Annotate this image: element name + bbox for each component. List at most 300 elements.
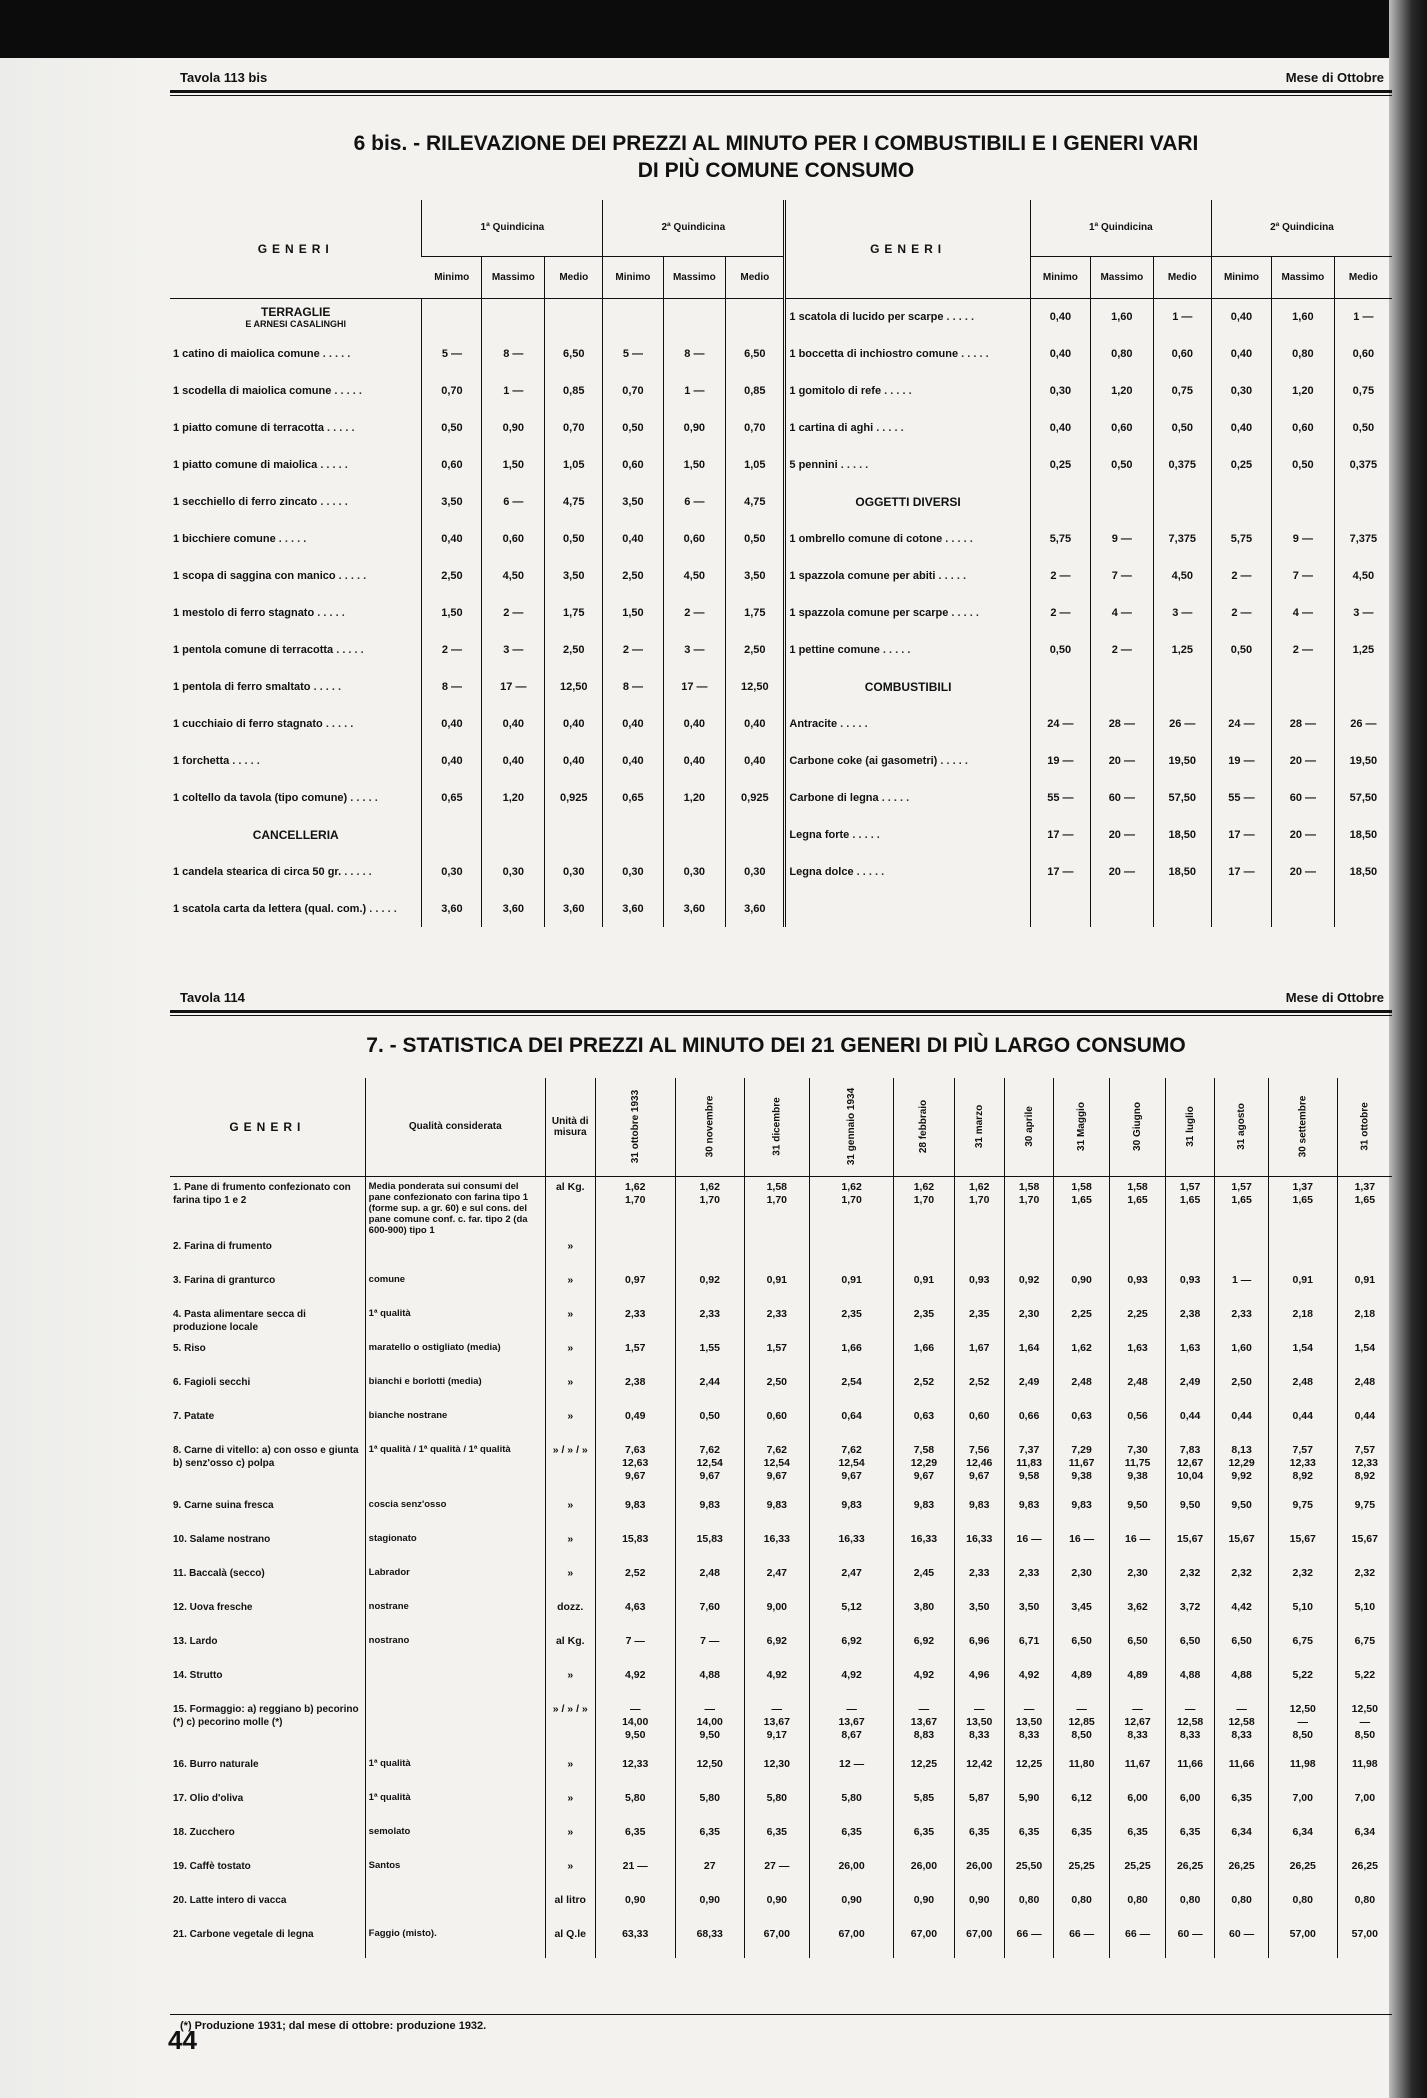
price-value: 6,35 bbox=[1071, 1825, 1092, 1838]
col-date-3 bbox=[809, 1078, 893, 1176]
empty-cell bbox=[1272, 890, 1335, 927]
price-value: 12,50 bbox=[1289, 1702, 1316, 1715]
price-cell bbox=[675, 1822, 744, 1856]
price-value: 7 — bbox=[700, 1634, 720, 1647]
price-value: 68,33 bbox=[696, 1927, 723, 1940]
price-cell bbox=[744, 1529, 809, 1563]
price-value: — bbox=[974, 1702, 985, 1715]
qualita-cell: Media ponderata sui consumi del pane confezionato con farina tipo 1 (forme sup. a gr. 60) e sul cons. del pane comune conf. c. far. tipo 2 (da 600-900) tipo 1 bbox=[365, 1176, 545, 1236]
price-cell: 0,40 bbox=[1030, 298, 1090, 335]
price-cell bbox=[1004, 1890, 1053, 1924]
price-cell bbox=[1337, 1440, 1392, 1495]
price-value: 9,83 bbox=[624, 1498, 646, 1511]
price-value: 6,50 bbox=[1231, 1634, 1252, 1647]
price-cell bbox=[1110, 1597, 1166, 1631]
price-cell bbox=[809, 1856, 893, 1890]
price-value: 16 — bbox=[1069, 1532, 1095, 1545]
unita-cell: al Kg. bbox=[545, 1176, 595, 1236]
dot-leader: . . . . . bbox=[958, 347, 989, 360]
price-cell bbox=[894, 1406, 954, 1440]
price-cell bbox=[1110, 1406, 1166, 1440]
price-cell bbox=[954, 1440, 1004, 1495]
date-label: 31 ottobre bbox=[1359, 1102, 1371, 1151]
price-cell bbox=[675, 1856, 744, 1890]
price-cell: 0,30 bbox=[603, 853, 663, 890]
dot-leader: . . . . . bbox=[937, 754, 968, 767]
price-value: 5,87 bbox=[969, 1791, 990, 1804]
price-cell bbox=[1337, 1754, 1392, 1788]
price-cell: 0,40 bbox=[422, 742, 482, 779]
price-value: 9,75 bbox=[1354, 1498, 1376, 1511]
price-value: 10,04 bbox=[1176, 1469, 1204, 1482]
price-cell: 9 — bbox=[1272, 520, 1335, 557]
price-value: 8,33 bbox=[1179, 1728, 1201, 1741]
price-value: 2,48 bbox=[699, 1566, 720, 1579]
price-cell: 4,50 bbox=[1153, 557, 1211, 594]
price-cell bbox=[954, 1338, 1004, 1372]
price-value: 2,32 bbox=[1354, 1566, 1376, 1579]
price-value: 2,18 bbox=[1354, 1307, 1376, 1320]
date-label: 31 Maggio bbox=[1076, 1102, 1088, 1152]
price-value: 11,67 bbox=[1124, 1757, 1151, 1770]
price-cell: 0,60 bbox=[422, 446, 482, 483]
qualita-cell: bianche nostrane bbox=[365, 1406, 545, 1440]
price-value: 0,56 bbox=[1127, 1409, 1148, 1422]
genere-label: 18. Zucchero bbox=[173, 1826, 235, 1838]
price-cell bbox=[1337, 1270, 1392, 1304]
price-value: 0,64 bbox=[841, 1409, 862, 1422]
price-cell bbox=[744, 1406, 809, 1440]
header-rule-2 bbox=[170, 1010, 1392, 1013]
price-value: 11,66 bbox=[1228, 1757, 1255, 1770]
item-label: 1 piatto comune di maiolica bbox=[173, 458, 318, 471]
price-cell: 9 — bbox=[1090, 520, 1153, 557]
qualita-cell: maratello o ostigliato (media) bbox=[365, 1338, 545, 1372]
price-value: 2,38 bbox=[1179, 1307, 1201, 1320]
col-date-6 bbox=[1004, 1078, 1053, 1176]
genere-name bbox=[170, 1631, 365, 1665]
genere-label: 6. Fagioli secchi bbox=[173, 1376, 251, 1388]
price-cell: 0,375 bbox=[1334, 446, 1392, 483]
price-cell: 18,50 bbox=[1153, 816, 1211, 853]
unita-cell: » bbox=[545, 1406, 595, 1440]
price-cell bbox=[954, 1495, 1004, 1529]
price-value: 2,50 bbox=[766, 1375, 787, 1388]
price-cell bbox=[1337, 1406, 1392, 1440]
price-cell bbox=[954, 1563, 1004, 1597]
price-value: 2,47 bbox=[841, 1566, 862, 1579]
price-value: 1,70 bbox=[969, 1193, 990, 1206]
unita-cell: » bbox=[545, 1822, 595, 1856]
price-cell bbox=[954, 1822, 1004, 1856]
price-value: 0,93 bbox=[969, 1273, 990, 1286]
price-cell bbox=[675, 1665, 744, 1699]
price-cell: 18,50 bbox=[1334, 853, 1392, 890]
price-cell bbox=[809, 1788, 893, 1822]
price-cell: 0,80 bbox=[1090, 335, 1153, 372]
item-label: 1 forchetta bbox=[173, 754, 230, 767]
price-value: 6,34 bbox=[1354, 1825, 1376, 1838]
price-value: 9,83 bbox=[699, 1498, 720, 1511]
price-cell: 55 — bbox=[1211, 779, 1271, 816]
price-cell bbox=[1166, 1788, 1215, 1822]
item-name bbox=[785, 631, 1030, 668]
price-cell: 0,50 bbox=[1334, 409, 1392, 446]
price-cell bbox=[595, 1890, 675, 1924]
price-cell: 8 — bbox=[482, 335, 545, 372]
dot-leader: . . . . . bbox=[943, 310, 975, 323]
genere-label: 15. Formaggio: a) reggiano b) pecorino (*) c) pecorino molle (*) bbox=[173, 1703, 359, 1728]
price-value: 2,32 bbox=[1179, 1566, 1201, 1579]
price-cell bbox=[1110, 1495, 1166, 1529]
price-cell bbox=[809, 1176, 893, 1236]
section-title: OGGETTI DIVERSI bbox=[855, 494, 961, 509]
price-cell: 3 — bbox=[1153, 594, 1211, 631]
price-cell bbox=[1268, 1856, 1337, 1890]
price-value: 2,44 bbox=[699, 1375, 720, 1388]
price-cell: 2,50 bbox=[545, 631, 603, 668]
price-cell bbox=[1004, 1406, 1053, 1440]
genere-name bbox=[170, 1563, 365, 1597]
table-row bbox=[170, 483, 1392, 520]
price-value: 9,67 bbox=[699, 1469, 720, 1482]
price-cell bbox=[1110, 1754, 1166, 1788]
price-cell bbox=[1004, 1338, 1053, 1372]
price-cell: 0,40 bbox=[422, 520, 482, 557]
price-cell bbox=[894, 1822, 954, 1856]
price-cell: 17 — bbox=[1030, 816, 1090, 853]
price-value: 1,70 bbox=[841, 1193, 862, 1206]
table-row bbox=[170, 1495, 1392, 1529]
subcol-right-2: Medio bbox=[1153, 256, 1211, 298]
price-cell bbox=[894, 1270, 954, 1304]
empty-cell bbox=[1211, 890, 1271, 927]
dot-leader: . . . . . bbox=[873, 421, 904, 434]
price-cell bbox=[1268, 1338, 1337, 1372]
price-value: 12,54 bbox=[696, 1456, 723, 1469]
price-cell: 24 — bbox=[1030, 705, 1090, 742]
table-row bbox=[170, 594, 1392, 631]
price-value: 1 — bbox=[1231, 1273, 1252, 1286]
price-cell bbox=[1166, 1372, 1215, 1406]
item-name bbox=[170, 520, 422, 557]
table-6bis bbox=[170, 200, 1392, 927]
price-value: 0,90 bbox=[1071, 1273, 1092, 1286]
price-cell: 0,30 bbox=[663, 853, 726, 890]
table-row bbox=[170, 1665, 1392, 1699]
price-value: 2,48 bbox=[1127, 1375, 1148, 1388]
price-value: 2,33 bbox=[624, 1307, 646, 1320]
genere-name bbox=[170, 1176, 365, 1236]
price-value: 6,00 bbox=[1127, 1791, 1148, 1804]
price-value: 2,48 bbox=[1292, 1375, 1313, 1388]
col-quindicina1-left: 1ª Quindicina bbox=[422, 200, 603, 256]
genere-label: 9. Carne suina fresca bbox=[173, 1499, 274, 1511]
price-cell bbox=[1054, 1699, 1110, 1754]
price-cell bbox=[595, 1563, 675, 1597]
price-cell: 0,30 bbox=[1211, 372, 1271, 409]
empty-cell bbox=[1153, 483, 1211, 520]
table-row bbox=[170, 1304, 1392, 1338]
date-label: 30 aprile bbox=[1023, 1106, 1035, 1148]
unita-cell: » bbox=[545, 1665, 595, 1699]
table6-title-line2: DI PIÙ COMUNE CONSUMO bbox=[637, 159, 915, 182]
item-name bbox=[785, 372, 1030, 409]
price-value: 1,63 bbox=[1127, 1341, 1148, 1354]
price-cell bbox=[1268, 1563, 1337, 1597]
table-row bbox=[170, 1856, 1392, 1890]
empty-cell bbox=[1090, 483, 1153, 520]
price-cell: 19 — bbox=[1211, 742, 1271, 779]
table-7 bbox=[170, 1078, 1392, 1958]
genere-name bbox=[170, 1440, 365, 1495]
col-date-9 bbox=[1166, 1078, 1215, 1176]
price-cell: 57,50 bbox=[1334, 779, 1392, 816]
price-cell bbox=[675, 1890, 744, 1924]
genere-label: 7. Patate bbox=[173, 1410, 215, 1422]
price-cell bbox=[1215, 1236, 1269, 1270]
price-value: 13,67 bbox=[763, 1715, 790, 1728]
tavola-label: Tavola 113 bis bbox=[180, 70, 268, 85]
price-value: 4,89 bbox=[1127, 1668, 1148, 1681]
price-cell: 4,75 bbox=[545, 483, 603, 520]
price-cell bbox=[744, 1754, 809, 1788]
price-cell: 0,25 bbox=[1211, 446, 1271, 483]
genere-label: 1. Pane di frumento confezionato con farina tipo 1 e 2 bbox=[173, 1181, 351, 1206]
price-value: — bbox=[704, 1702, 715, 1715]
section-heading bbox=[170, 298, 422, 335]
price-value: 1,66 bbox=[913, 1341, 935, 1354]
price-cell bbox=[1166, 1699, 1215, 1754]
price-value: 5,10 bbox=[1292, 1600, 1313, 1613]
price-cell: 0,925 bbox=[545, 779, 603, 816]
table-row bbox=[170, 1890, 1392, 1924]
footnote-rule bbox=[170, 2014, 1392, 2015]
price-value: 6,50 bbox=[1179, 1634, 1201, 1647]
price-cell: 0,40 bbox=[726, 705, 785, 742]
price-value: 15,67 bbox=[1176, 1532, 1204, 1545]
unita-cell: » / » / » bbox=[545, 1440, 595, 1495]
dot-leader: . . . . . bbox=[317, 458, 348, 471]
price-value: 9,92 bbox=[1231, 1469, 1252, 1482]
empty-cell bbox=[1153, 668, 1211, 705]
price-cell: 24 — bbox=[1211, 705, 1271, 742]
dot-leader: . . . . . bbox=[878, 791, 910, 804]
subcol-left-1: Massimo bbox=[482, 256, 545, 298]
qualita-cell: stagionato bbox=[365, 1529, 545, 1563]
price-cell: 4 — bbox=[1090, 594, 1153, 631]
price-value: 1,65 bbox=[1071, 1193, 1092, 1206]
qualita-cell: comune bbox=[365, 1270, 545, 1304]
empty-cell bbox=[1334, 483, 1392, 520]
price-cell bbox=[1337, 1597, 1392, 1631]
price-value: 1,58 bbox=[1018, 1180, 1040, 1193]
price-value: 1,55 bbox=[699, 1341, 720, 1354]
item-label: 1 cartina di aghi bbox=[789, 421, 874, 434]
price-cell: 12,50 bbox=[726, 668, 785, 705]
empty-cell bbox=[1030, 483, 1090, 520]
price-value: 2,33 bbox=[1231, 1307, 1252, 1320]
price-value: 0,91 bbox=[1292, 1273, 1313, 1286]
price-cell: 0,40 bbox=[1211, 335, 1271, 372]
price-cell bbox=[675, 1631, 744, 1665]
price-value: 14,00 bbox=[622, 1715, 649, 1728]
dot-leader: . . . . . bbox=[853, 865, 885, 878]
unita-cell: » / » / » bbox=[545, 1699, 595, 1754]
qualita-cell: coscia senz'osso bbox=[365, 1495, 545, 1529]
price-cell bbox=[1337, 1822, 1392, 1856]
price-cell bbox=[1054, 1440, 1110, 1495]
item-name bbox=[785, 409, 1030, 446]
price-cell bbox=[954, 1597, 1004, 1631]
qualita-cell bbox=[365, 1699, 545, 1754]
price-value: 4,88 bbox=[699, 1668, 720, 1681]
price-value: 67,00 bbox=[763, 1927, 790, 1940]
price-value: 7,30 bbox=[1127, 1443, 1148, 1456]
genere-name bbox=[170, 1665, 365, 1699]
empty-cell bbox=[482, 298, 545, 335]
price-value: 0,44 bbox=[1231, 1409, 1252, 1422]
item-name bbox=[785, 705, 1030, 742]
qualita-cell: 1ª qualità bbox=[365, 1788, 545, 1822]
unita-cell: » bbox=[545, 1856, 595, 1890]
empty-cell bbox=[1211, 668, 1271, 705]
price-value: 0,80 bbox=[1018, 1893, 1040, 1906]
price-value: 6,35 bbox=[1018, 1825, 1040, 1838]
price-value: — bbox=[1076, 1702, 1087, 1715]
price-cell bbox=[1054, 1372, 1110, 1406]
qualita-cell: bianchi e borlotti (media) bbox=[365, 1372, 545, 1406]
price-cell bbox=[1054, 1754, 1110, 1788]
price-value: 12,58 bbox=[1228, 1715, 1255, 1728]
price-cell bbox=[1054, 1270, 1110, 1304]
document-page bbox=[160, 60, 1392, 2060]
price-value: 12,67 bbox=[1176, 1456, 1204, 1469]
item-name bbox=[170, 483, 422, 520]
price-cell: 3 — bbox=[1334, 594, 1392, 631]
table-row bbox=[170, 1788, 1392, 1822]
price-value: 67,00 bbox=[910, 1927, 938, 1940]
price-cell bbox=[1004, 1529, 1053, 1563]
genere-label: 11. Baccalà (secco) bbox=[173, 1567, 265, 1579]
price-cell bbox=[1215, 1304, 1269, 1338]
col-generi-left: GENERI bbox=[170, 200, 422, 298]
price-cell: 0,30 bbox=[482, 853, 545, 890]
mese-label-2: Mese di Ottobre bbox=[1285, 990, 1384, 1005]
price-cell bbox=[1337, 1699, 1392, 1754]
price-cell bbox=[1268, 1822, 1337, 1856]
empty-cell bbox=[1090, 890, 1153, 927]
price-value: 27 bbox=[703, 1859, 716, 1872]
price-cell bbox=[744, 1890, 809, 1924]
price-cell bbox=[1268, 1665, 1337, 1699]
price-cell: 0,40 bbox=[663, 742, 726, 779]
price-value: 5,22 bbox=[1354, 1668, 1376, 1681]
price-cell bbox=[1054, 1176, 1110, 1236]
item-name bbox=[170, 705, 422, 742]
price-value: 12,25 bbox=[910, 1757, 938, 1770]
price-cell bbox=[1054, 1597, 1110, 1631]
price-value: 1,37 bbox=[1354, 1180, 1376, 1193]
genere-name bbox=[170, 1597, 365, 1631]
price-value: 2,30 bbox=[1071, 1566, 1092, 1579]
item-label: 1 candela stearica di circa 50 gr. bbox=[173, 865, 342, 878]
price-cell bbox=[894, 1597, 954, 1631]
date-label: 30 novembre bbox=[704, 1095, 716, 1158]
price-cell: 2 — bbox=[663, 594, 726, 631]
table7-title: 7. - STATISTICA DEI PREZZI AL MINUTO DEI 21 GENERI DI PIÙ LARGO CONSUMO bbox=[366, 1034, 1186, 1057]
price-value: 11,75 bbox=[1124, 1456, 1151, 1469]
dot-leader: . . . . . bbox=[948, 606, 979, 619]
table-row bbox=[170, 1563, 1392, 1597]
price-value: 12,85 bbox=[1068, 1715, 1095, 1728]
price-cell bbox=[675, 1563, 744, 1597]
price-cell bbox=[1054, 1665, 1110, 1699]
price-cell bbox=[1166, 1563, 1215, 1597]
price-cell bbox=[595, 1856, 675, 1890]
item-label: 1 piatto comune di terracotta bbox=[173, 421, 324, 434]
price-cell bbox=[1166, 1236, 1215, 1270]
price-cell bbox=[1166, 1754, 1215, 1788]
dot-leader: . . . . . bbox=[347, 791, 378, 804]
price-cell bbox=[1337, 1924, 1392, 1958]
genere-name bbox=[170, 1856, 365, 1890]
price-cell: 6,50 bbox=[726, 335, 785, 372]
price-value: 12,50 bbox=[1351, 1702, 1378, 1715]
price-value: 9,83 bbox=[1071, 1498, 1092, 1511]
price-value: 5,90 bbox=[1018, 1791, 1040, 1804]
price-value: 0,63 bbox=[913, 1409, 935, 1422]
price-cell bbox=[1215, 1822, 1269, 1856]
item-label: 1 scatola di lucido per scarpe bbox=[789, 310, 944, 323]
price-cell bbox=[595, 1788, 675, 1822]
table-row bbox=[170, 1236, 1392, 1270]
price-value: 6,35 bbox=[969, 1825, 990, 1838]
price-value: 0,92 bbox=[1018, 1273, 1040, 1286]
price-cell bbox=[1166, 1338, 1215, 1372]
price-cell bbox=[1110, 1822, 1166, 1856]
price-cell: 20 — bbox=[1272, 742, 1335, 779]
price-cell: 0,50 bbox=[422, 409, 482, 446]
price-value: 9,83 bbox=[913, 1498, 935, 1511]
table-row bbox=[170, 742, 1392, 779]
table6-title bbox=[160, 130, 1392, 184]
price-cell: 0,40 bbox=[1030, 335, 1090, 372]
price-value: 16,33 bbox=[910, 1532, 938, 1545]
price-value: 16,33 bbox=[838, 1532, 865, 1545]
item-name bbox=[170, 335, 422, 372]
price-cell bbox=[1110, 1631, 1166, 1665]
item-name bbox=[170, 890, 422, 927]
price-value: 6,35 bbox=[1231, 1791, 1252, 1804]
price-cell: 0,40 bbox=[603, 520, 663, 557]
price-value: 11,83 bbox=[1016, 1456, 1042, 1469]
dot-leader: . . . . . bbox=[333, 643, 364, 656]
price-value: 6,92 bbox=[841, 1634, 862, 1647]
price-cell bbox=[809, 1304, 893, 1338]
item-label: 1 spazzola comune per scarpe bbox=[789, 606, 949, 619]
price-cell bbox=[1215, 1176, 1269, 1236]
price-value: 1,58 bbox=[766, 1180, 787, 1193]
price-value: 4,92 bbox=[624, 1668, 646, 1681]
price-cell: 4,50 bbox=[1334, 557, 1392, 594]
price-value: 9,00 bbox=[766, 1600, 787, 1613]
genere-name bbox=[170, 1699, 365, 1754]
price-cell bbox=[1166, 1176, 1215, 1236]
header-rule bbox=[170, 90, 1392, 93]
price-value: 8,92 bbox=[1354, 1469, 1376, 1482]
price-value: 7,57 bbox=[1354, 1443, 1376, 1456]
